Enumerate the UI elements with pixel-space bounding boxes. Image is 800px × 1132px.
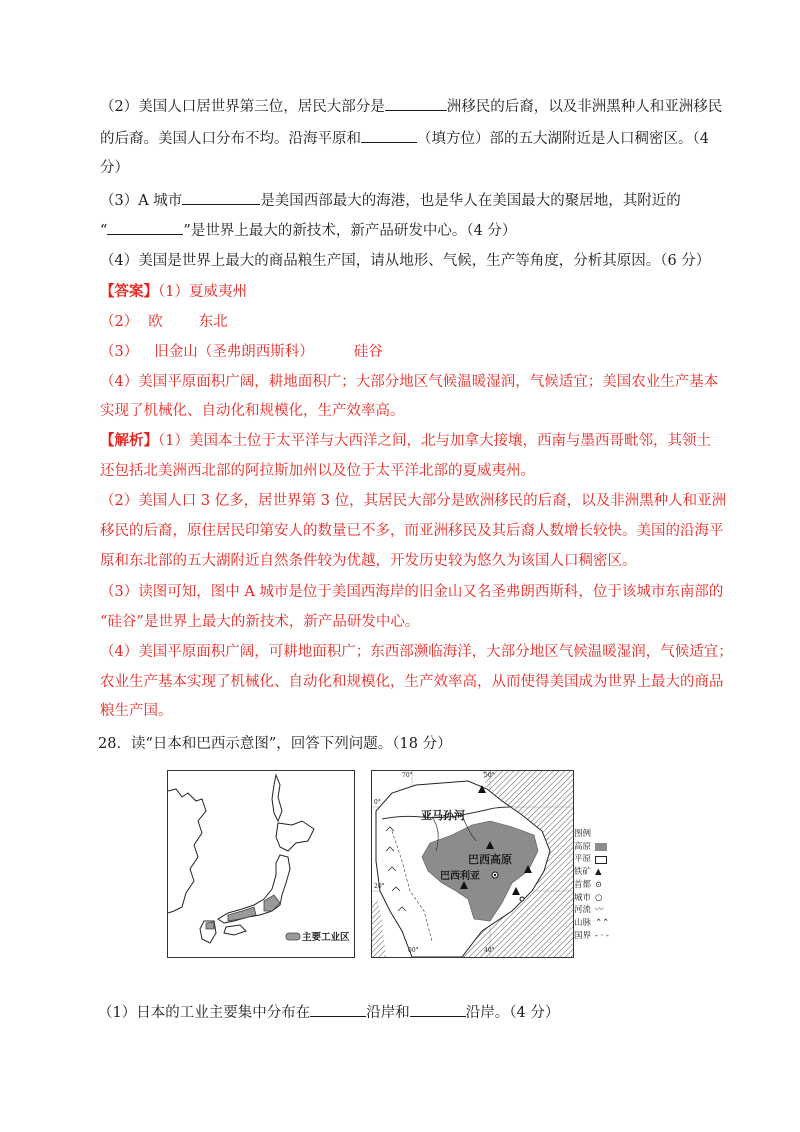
- legend-label: 河流: [574, 905, 592, 916]
- analysis-4a: （4）美国平原面积广阔，可耕地面积广；东西部濒临海洋，大部分地区气候温暖湿润，气候适宜；: [100, 644, 733, 660]
- answer-line2: [100, 312, 228, 332]
- answer-3-value1: 旧金山（圣弗朗西斯科）: [154, 344, 314, 360]
- lat-label: 0°: [374, 799, 381, 806]
- analysis-4c: 粮生产国。: [100, 703, 173, 719]
- kitakyushu-industrial-zone: [206, 922, 214, 929]
- answer-line1: [100, 282, 247, 302]
- analysis-2a: （2）美国人口 3 亿多，居世界第 3 位，其居民大部分是欧洲移民的后裔，以及非洲黑种人和亚洲: [100, 493, 727, 509]
- q3-blank-center[interactable]: [107, 220, 183, 235]
- plateau-swatch: [595, 843, 607, 851]
- lon-label: 50°: [484, 772, 495, 779]
- analysis-1a: （1）美国本土位于太平洋与大西洋之间，北与加拿大接壤，西南与墨西哥毗邻，其领土: [158, 433, 711, 449]
- q2-text-b: 洲移民的后裔，以及非洲黑种人和亚洲移民: [446, 99, 723, 115]
- answer-4-line2: 实现了机械化、自动化和规模化，生产效率高。: [100, 403, 405, 419]
- q28-blank-2[interactable]: [410, 1002, 466, 1017]
- answer-4-line1: （4）美国平原面积广阔，耕地面积广；大部分地区气候温暖湿润，气候适宜；美国农业生产基本: [100, 374, 719, 390]
- pacific-ocean: [372, 901, 386, 957]
- sakhalin-island: [272, 775, 282, 821]
- q3-text-c: ”是世界上最大的新技术，新产品研发中心。（4 分）: [183, 223, 517, 239]
- q3-text-a: （3）A 城市: [100, 193, 183, 209]
- japan-map: [167, 770, 355, 958]
- shikoku-island: [224, 925, 246, 935]
- q28-sub1: [98, 1002, 559, 1023]
- q3-line2: [100, 220, 516, 241]
- answer-3-num: （3）: [100, 344, 139, 360]
- iron-ore-legend-icon: ▲: [595, 867, 602, 878]
- q2-blank-direction[interactable]: [361, 128, 417, 143]
- legend-row-mountain: [574, 917, 609, 930]
- answer-1: （1）夏威夷州: [158, 284, 247, 300]
- analysis-4b: 农业生产基本实现了机械化、自动化和规模化，生产效率高，从而使得美国成为世界上最大的商品: [100, 674, 724, 690]
- q2-line3: 分）: [100, 160, 129, 176]
- answer-3-value2: 硅谷: [353, 344, 383, 360]
- brazil-legend: [574, 828, 609, 942]
- legend-row-city: [574, 892, 609, 905]
- analysis-1b: 还包括北美洲西北部的阿拉斯加州以及位于太平洋北部的夏威夷州。: [100, 463, 535, 479]
- q2-text-a: （2）美国人口居世界第三位，居民大部分是: [100, 99, 385, 115]
- q2-blank-continent[interactable]: [385, 96, 447, 111]
- brazil-map: [371, 770, 574, 958]
- hokkaido-island: [276, 821, 314, 851]
- legend-row-capital: [574, 879, 609, 892]
- analysis-line1: [100, 431, 711, 451]
- plain-swatch: [595, 856, 607, 864]
- capital-icon-dot: [494, 874, 496, 876]
- river-legend-icon: 〰: [595, 905, 604, 916]
- q28-sub1-text-c: 沿岸。（4 分）: [465, 1005, 560, 1021]
- legend-label: 铁矿: [574, 867, 592, 878]
- city-legend-icon: ○: [595, 892, 603, 903]
- capital-label: 巴西利亚: [440, 871, 480, 882]
- analysis-3a: （3）读图可知，图中 A 城市是位于美国西海岸的旧金山又名圣弗朗西斯科，位于该城市东南部的: [100, 584, 724, 600]
- city-icon: [520, 897, 524, 901]
- q2-line2: [100, 128, 709, 149]
- answer-2-value1: 欧: [148, 314, 163, 330]
- q28-blank-1[interactable]: [310, 1002, 366, 1017]
- keihin-industrial-zone: [264, 895, 280, 911]
- mainland-coast: [168, 789, 206, 913]
- legend-label: 平原: [574, 854, 592, 865]
- answer-2-num: （2）: [100, 314, 139, 330]
- legend-row-iron: [574, 866, 609, 879]
- legend-row-plateau: [574, 841, 609, 854]
- legend-row-river: [574, 904, 609, 917]
- q2-text-c: 的后裔。美国人口分布不均。沿海平原和: [100, 131, 361, 147]
- q3-quote-open: “: [100, 223, 108, 239]
- lat-label: 20°: [374, 883, 385, 890]
- legend-row-border: [574, 930, 609, 943]
- q2-line1: [100, 96, 722, 117]
- capital-legend-icon: ⊙: [595, 879, 603, 890]
- legend-label: 国界: [574, 930, 592, 941]
- answer-label: 【答案】: [100, 283, 158, 300]
- lon-label: 70°: [402, 772, 413, 779]
- analysis-2c: 原和东北部的五大湖附近自然条件较为优越，开发历史较为悠久为该国人口稠密区。: [100, 553, 637, 569]
- legend-label: 城市: [574, 892, 592, 903]
- analysis-label: 【解析】: [100, 432, 158, 449]
- q3-line1: [100, 190, 681, 211]
- mountain-legend-icon: ⌃⌃: [595, 917, 610, 928]
- legend-label: 山脉: [574, 917, 592, 928]
- legend-title: 图例: [574, 829, 592, 839]
- q4-line: （4）美国是世界上最大的商品粮生产国，请从地形、气候，生产等角度，分析其原因。（6 分）: [100, 253, 711, 269]
- answer-line3: [100, 342, 383, 362]
- plateau-label: 巴西高原: [468, 853, 512, 866]
- lon-label: 60°: [408, 947, 419, 954]
- answer-2-value2: 东北: [198, 314, 228, 330]
- q28-title: 28．读“日本和巴西示意图”，回答下列问题。（18 分）: [98, 736, 452, 752]
- q2-text-d: （填方位）部的五大湖附近是人口稠密区。（4: [417, 131, 709, 147]
- q28-sub1-text-a: （1）日本的工业主要集中分布在: [98, 1005, 311, 1021]
- analysis-3b: “硅谷”是世界上最大的新技术，新产品研发中心。: [100, 614, 420, 630]
- amazon-river-label: 亚马孙河: [421, 809, 465, 822]
- border-legend-icon: - · -: [595, 930, 609, 941]
- legend-label: 首都: [574, 879, 592, 890]
- industrial-legend-swatch: [286, 933, 300, 940]
- q3-blank-city[interactable]: [182, 190, 260, 205]
- japan-legend-label: 主要工业区: [302, 932, 350, 943]
- legend-row-plain: [574, 853, 609, 866]
- lon-label: 40°: [484, 947, 495, 954]
- q3-text-b: 是美国西部最大的海港，也是华人在美国最大的聚居地，其附近的: [260, 193, 681, 209]
- q28-sub1-text-b: 沿岸和: [366, 1005, 410, 1021]
- analysis-2b: 移民的后裔，原住居民印第安人的数量已不多，而亚洲移民及其后裔人数增长较快。美国的沿海平: [100, 523, 724, 539]
- legend-label: 高原: [574, 841, 592, 852]
